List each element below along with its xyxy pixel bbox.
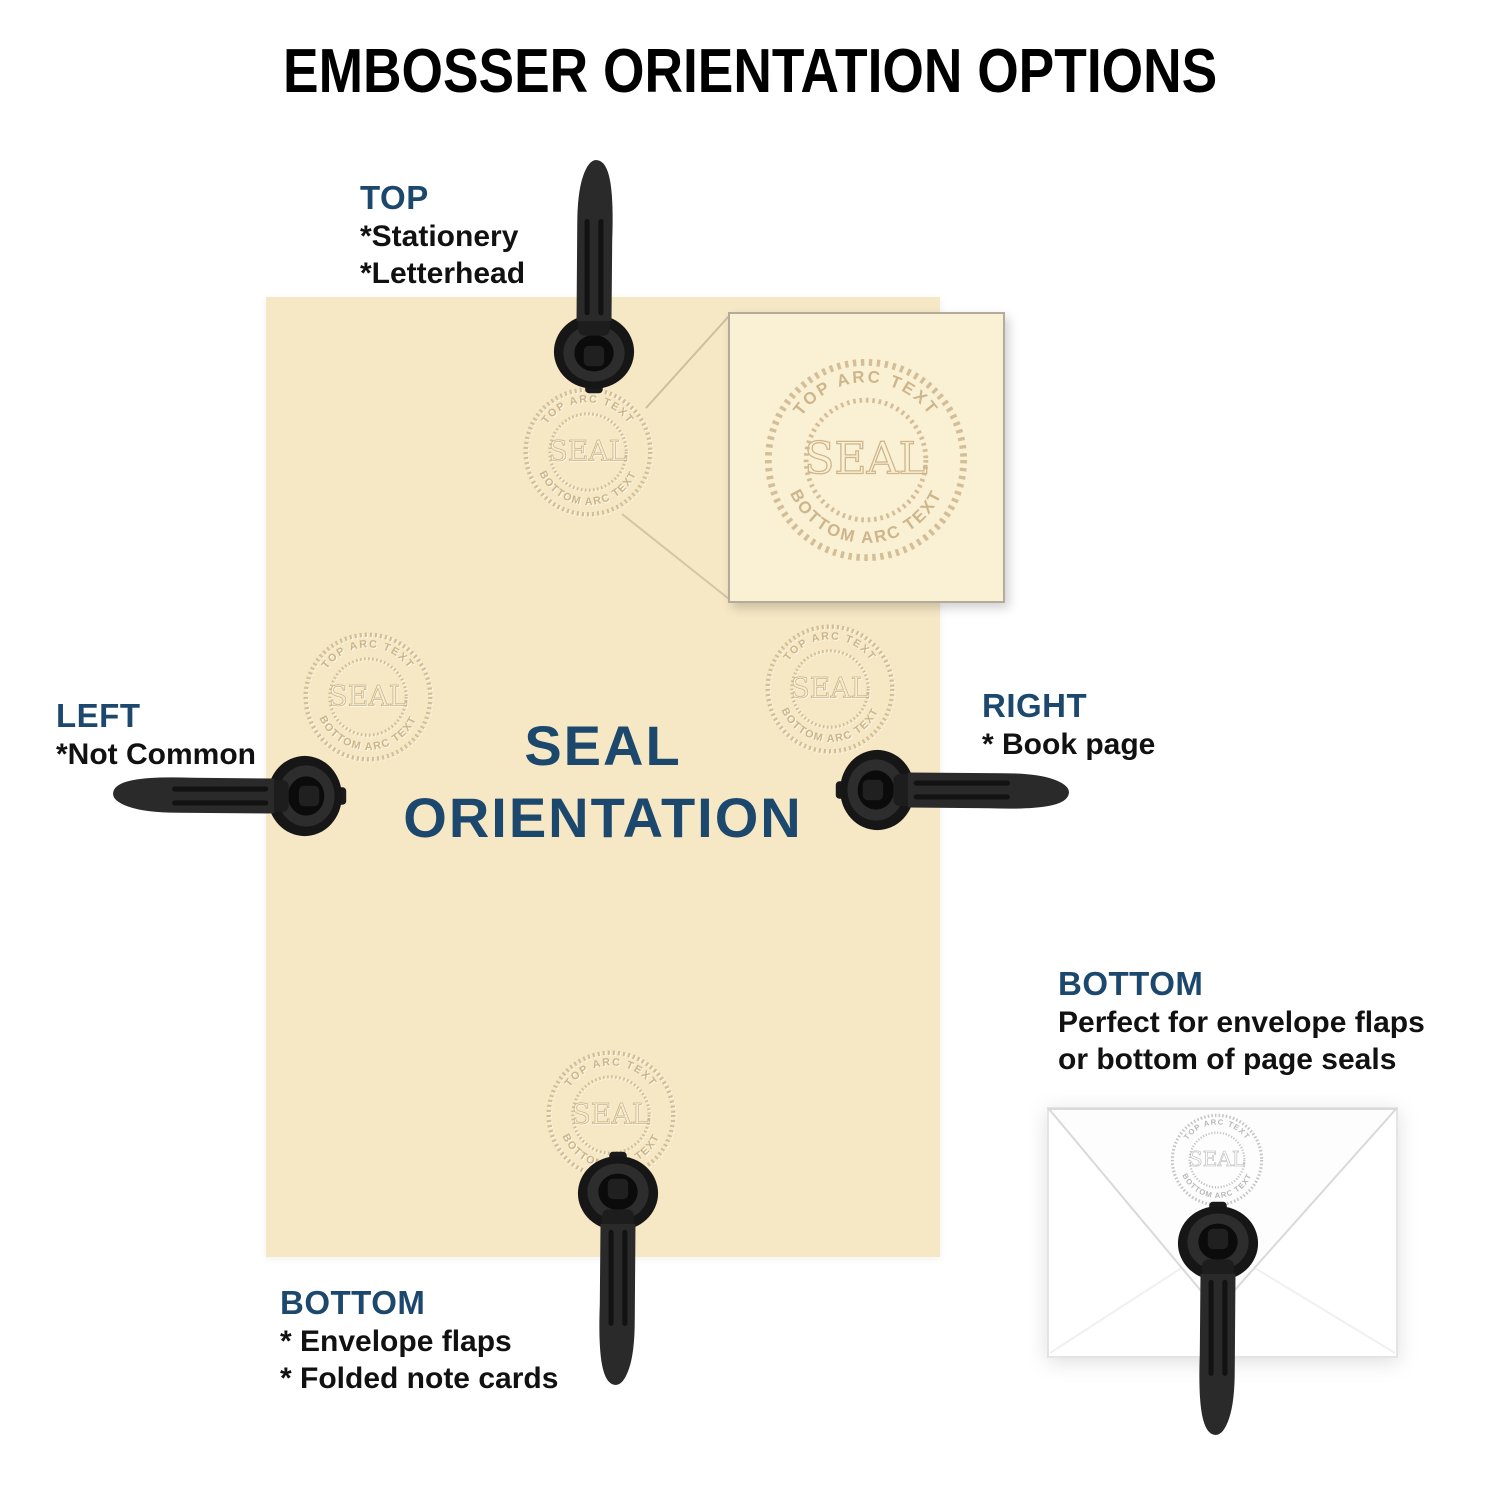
- seal-impression-top: [521, 385, 655, 519]
- label-bottom-detail: [1058, 966, 1425, 1076]
- seal-orientation-line1: SEAL: [524, 714, 682, 777]
- label-left-heading: LEFT: [56, 697, 141, 734]
- label-bottom: [280, 1285, 558, 1395]
- label-left: [56, 698, 256, 772]
- embosser-envelope: [1167, 1198, 1269, 1446]
- label-bottom-detail-note-2: or bottom of page seals: [1058, 1042, 1397, 1076]
- label-top-note-1: *Stationery: [360, 219, 519, 253]
- label-right-note-1: * Book page: [982, 727, 1156, 761]
- embosser-top: [543, 149, 645, 397]
- label-left-note-1: *Not Common: [56, 737, 256, 771]
- label-right-heading: RIGHT: [982, 687, 1088, 724]
- label-bottom-detail-note-1: Perfect for envelope flaps: [1058, 1005, 1425, 1039]
- seal-orientation-line2: ORIENTATION: [403, 785, 803, 849]
- label-top-note-2: *Letterhead: [360, 256, 526, 290]
- label-top: [360, 180, 525, 290]
- page-title: EMBOSSER ORIENTATION OPTIONS: [282, 37, 1218, 106]
- embosser-bottom: [567, 1148, 669, 1396]
- label-bottom-heading: BOTTOM: [280, 1284, 426, 1321]
- label-bottom-note-2: * Folded note cards: [280, 1361, 559, 1395]
- label-bottom-note-1: * Envelope flaps: [280, 1324, 512, 1358]
- seal-impression-zoomed: [761, 355, 971, 565]
- label-right: [982, 688, 1155, 762]
- label-top-heading: TOP: [360, 179, 429, 216]
- label-bottom-detail-heading: BOTTOM: [1058, 965, 1204, 1002]
